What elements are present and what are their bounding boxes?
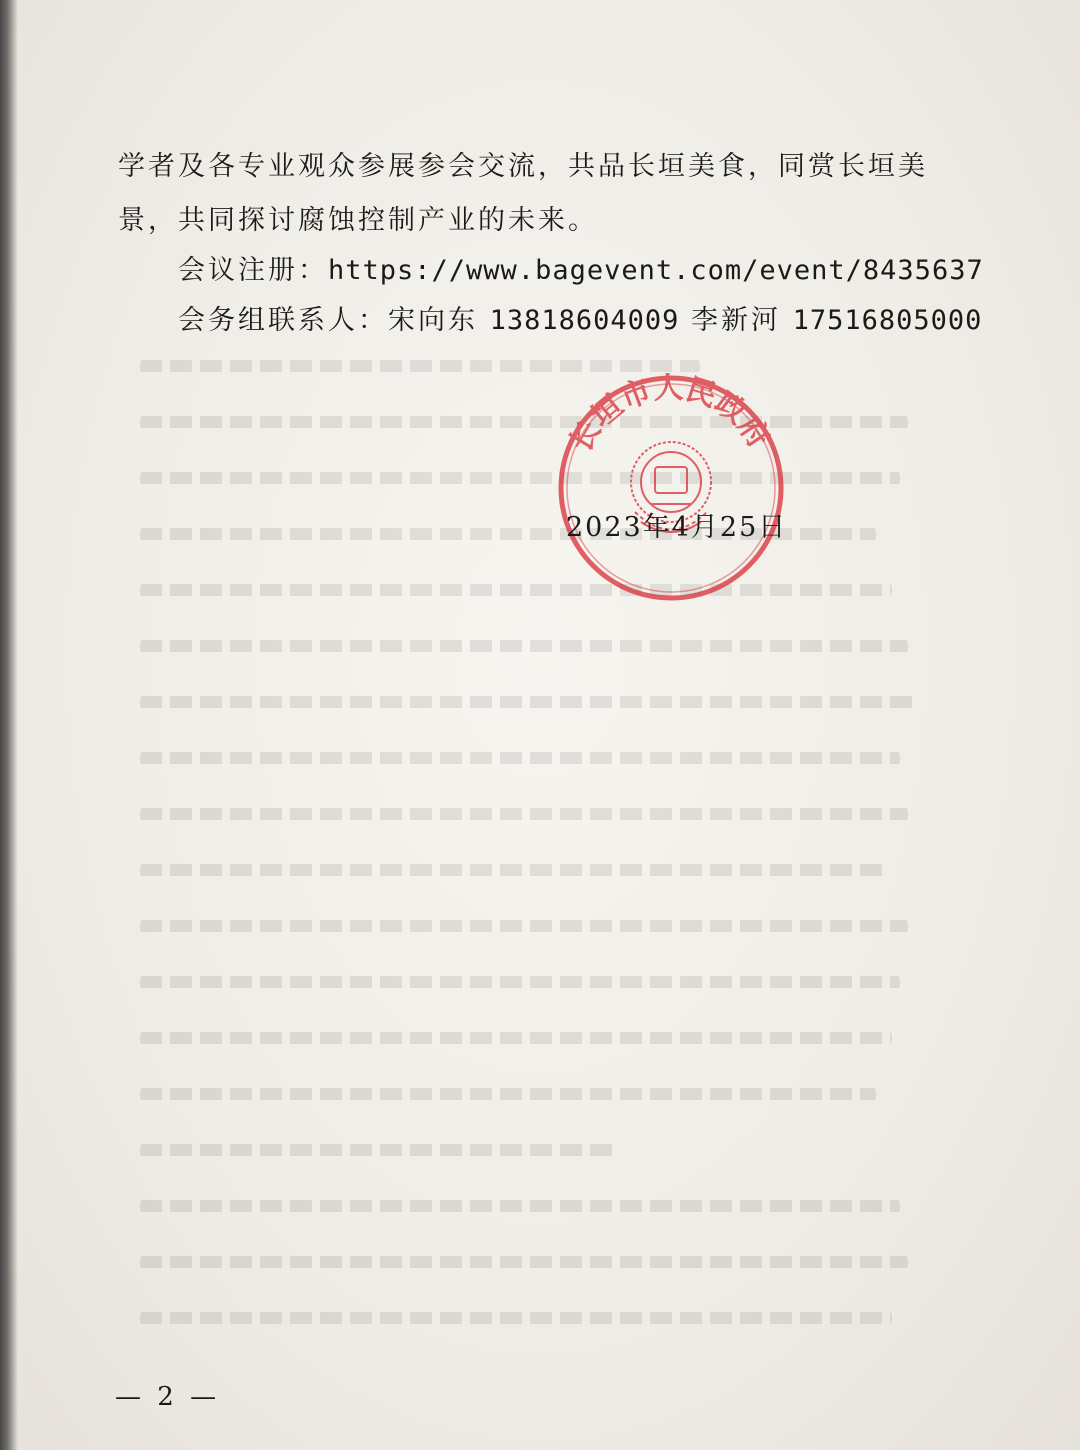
contact-line	[178, 298, 982, 337]
registration-label: 会议注册：	[178, 255, 328, 286]
page-number: — 2 —	[115, 1382, 221, 1412]
bleed-through-text	[140, 360, 940, 1360]
contact1-name: 宋向东	[388, 305, 478, 336]
paragraph-line-2: 景，共同探讨腐蚀控制产业的未来。	[118, 205, 598, 236]
document-date: 2023年4月25日	[566, 512, 788, 543]
contact-label: 会务组联系人：	[178, 305, 388, 336]
scan-edge-shadow	[0, 0, 18, 1450]
paragraph-line-1: 学者及各专业观众参展参会交流，共品长垣美食，同赏长垣美	[118, 151, 928, 182]
seal-text: 长垣市人民政府	[563, 372, 777, 459]
contact1-phone: 13818604009	[489, 305, 680, 336]
contact2-phone: 17516805000	[792, 305, 983, 336]
contact2-name: 李新河	[691, 305, 781, 336]
registration-line	[178, 248, 984, 287]
official-seal-icon	[555, 372, 787, 604]
registration-url[interactable]: https://www.bagevent.com/event/8435637	[328, 255, 984, 286]
